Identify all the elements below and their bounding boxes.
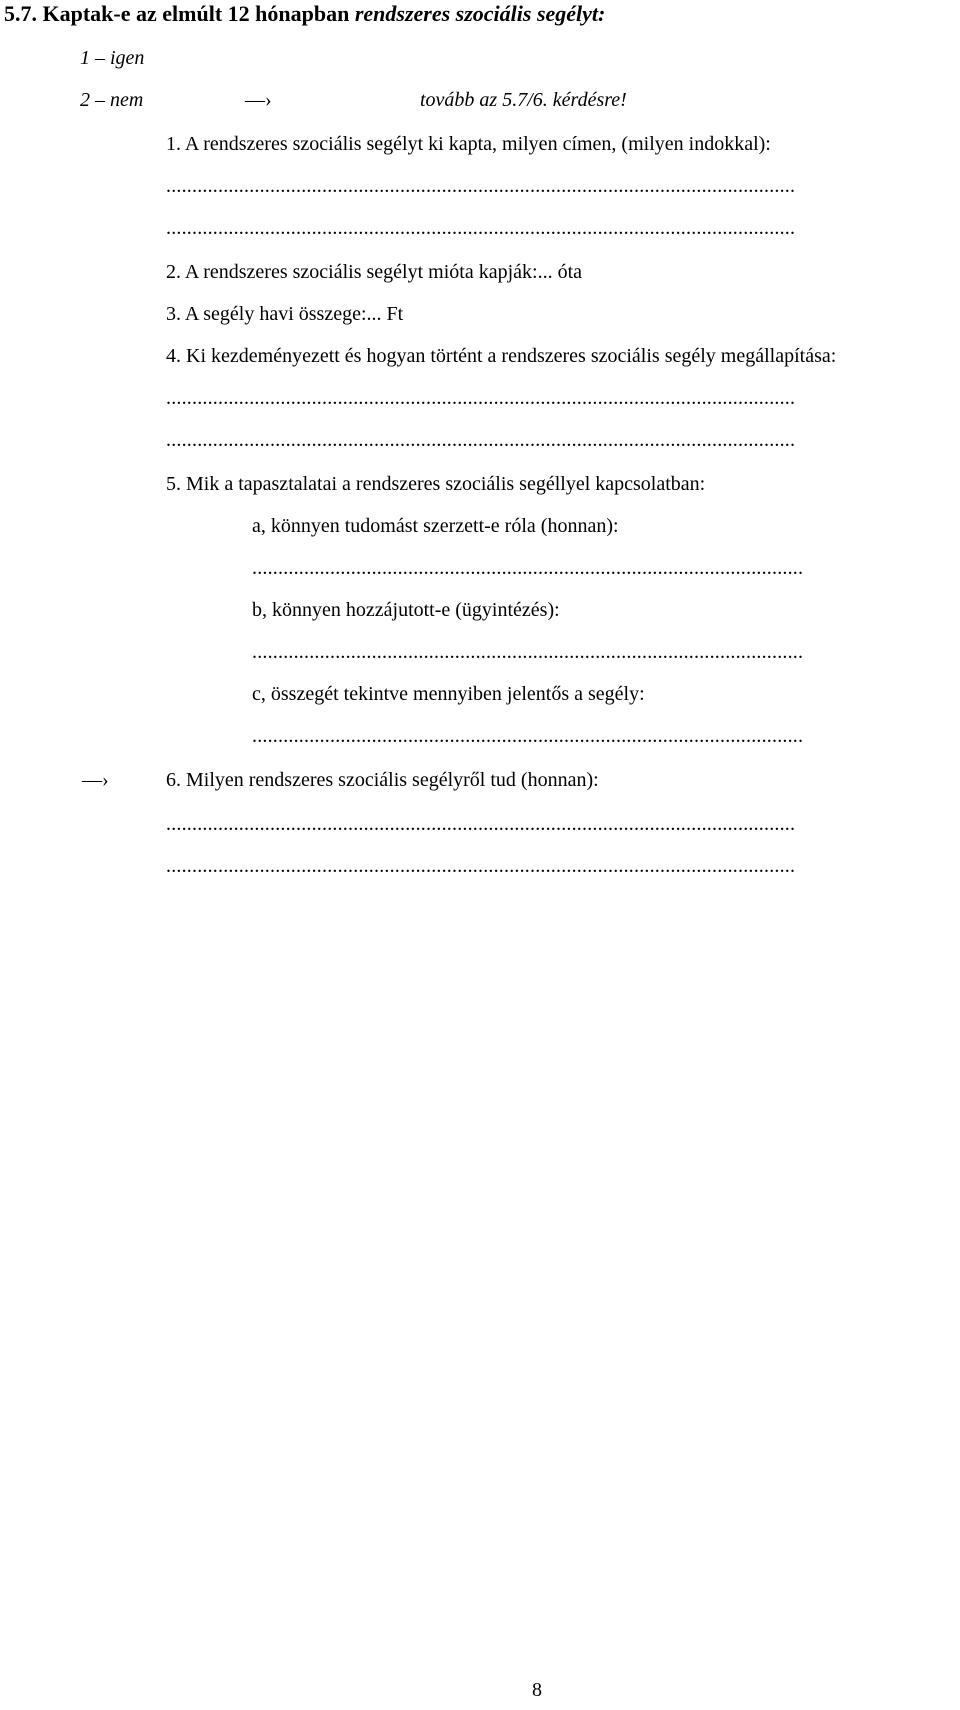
item-5b-label: b, könnyen hozzájutott-e (ügyintézés): [252, 599, 560, 621]
item-1-label: 1. A rendszeres szociális segélyt ki kapta, milyen címen, (milyen indokkal): [166, 133, 771, 155]
item-5c-label: c, összegét tekintve mennyiben jelentős a segély: [252, 683, 645, 705]
item-6-answer-line-2[interactable]: ......................................................................................................................... [166, 855, 796, 877]
item-5a-answer-line[interactable]: .......................................................................................................... [252, 557, 804, 579]
item-1-answer-line-2[interactable]: ......................................................................................................................... [166, 217, 796, 239]
answer-yes: 1 – igen [80, 47, 145, 69]
item-6-label: 6. Milyen rendszeres szociális segélyről tud (honnan): [166, 769, 599, 791]
item-4-answer-line-1[interactable]: ......................................................................................................................... [166, 387, 796, 409]
skip-arrow-icon: —› [245, 89, 272, 111]
skip-instruction: tovább az 5.7/6. kérdésre! [420, 89, 627, 111]
answer-no: 2 – nem [80, 89, 144, 111]
item-1-answer-line-1[interactable]: ......................................................................................................................... [166, 175, 796, 197]
item-5-label: 5. Mik a tapasztalatai a rendszeres szociális segéllyel kapcsolatban: [166, 473, 706, 495]
item-6-answer-line-1[interactable]: ......................................................................................................................... [166, 813, 796, 835]
question-title-emphasis: rendszeres szociális segélyt: [354, 1, 606, 26]
item-4-answer-line-2[interactable]: ......................................................................................................................... [166, 429, 796, 451]
item-3-label: 3. A segély havi összege:... Ft [166, 303, 404, 325]
item-4-label: 4. Ki kezdeményezett és hogyan történt a rendszeres szociális segély megállapítása: [166, 345, 837, 367]
item-5c-answer-line[interactable]: .......................................................................................................... [252, 725, 804, 747]
page-number: 8 [532, 1679, 542, 1701]
item-6-arrow-icon: —› [82, 769, 109, 791]
item-2-label: 2. A rendszeres szociális segélyt mióta kapják:... óta [166, 261, 582, 283]
question-number: 5.7. [4, 1, 37, 26]
item-5a-label: a, könnyen tudomást szerzett-e róla (honnan): [252, 515, 619, 537]
question-title [4, 2, 605, 26]
question-title-text: Kaptak-e az elmúlt 12 hónapban [42, 1, 355, 26]
item-5b-answer-line[interactable]: .......................................................................................................... [252, 641, 804, 663]
